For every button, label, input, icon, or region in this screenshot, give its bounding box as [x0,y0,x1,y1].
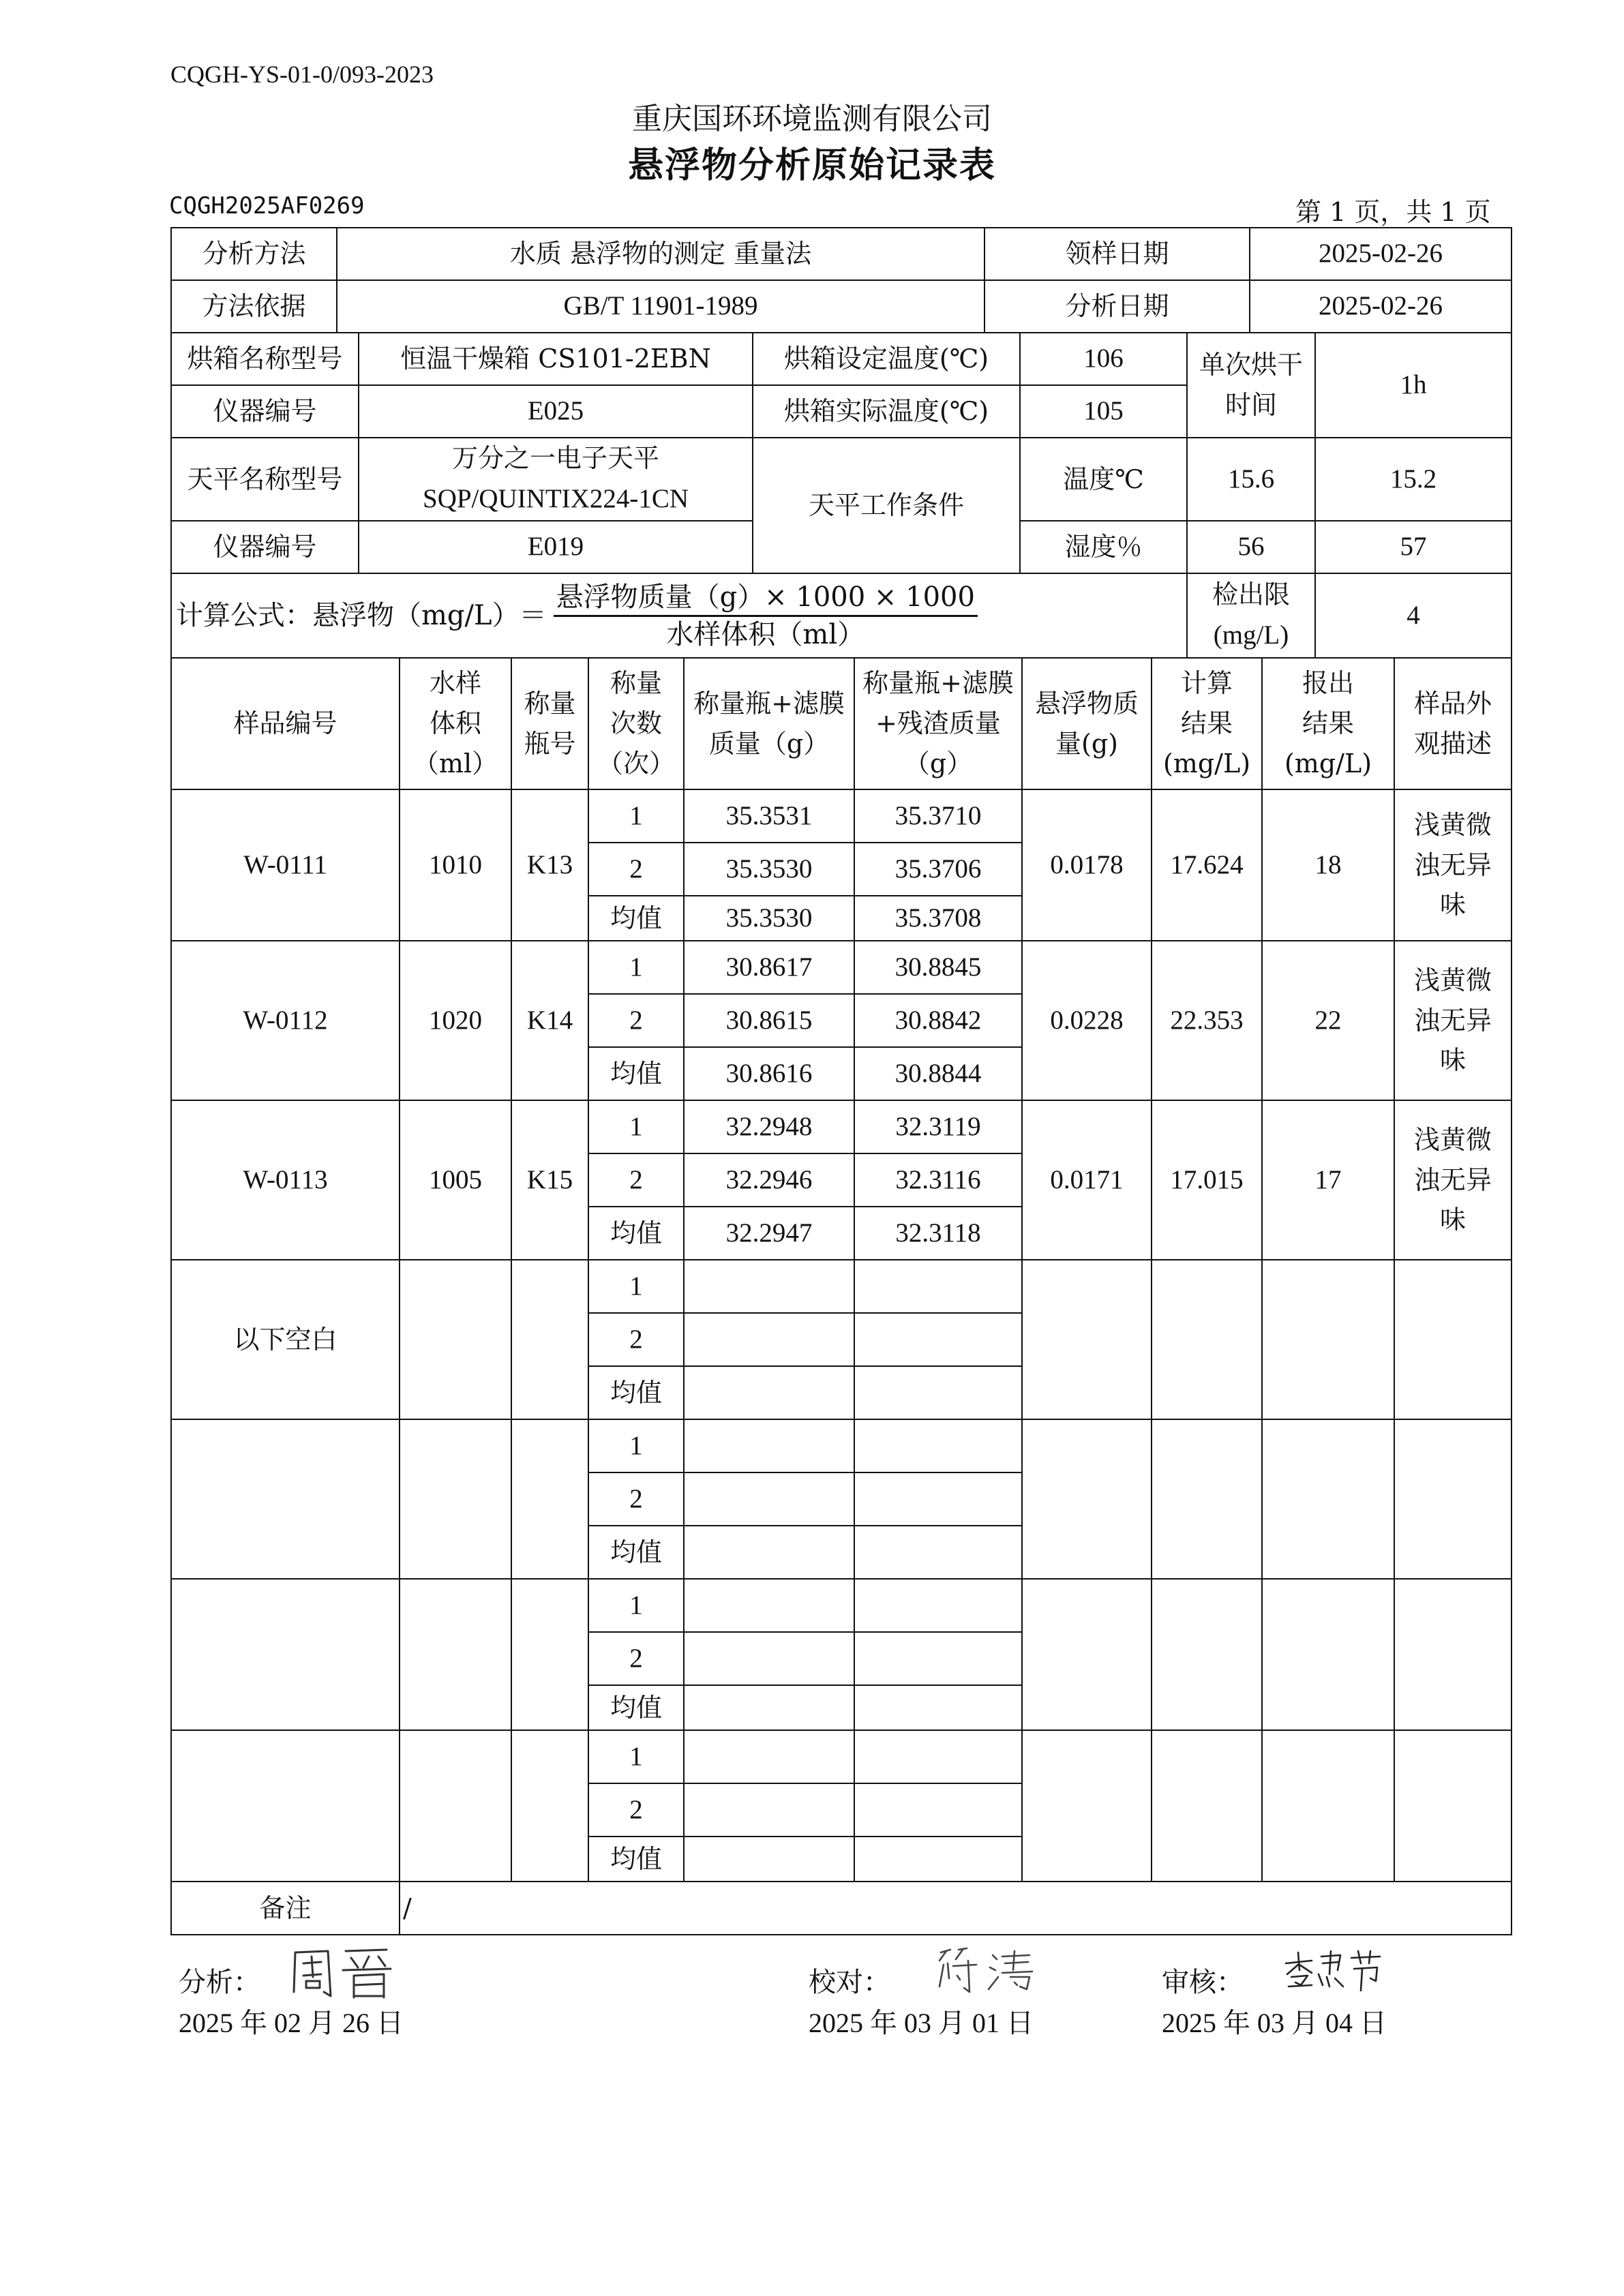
empty-cell [1394,1260,1512,1419]
tare-mass: 30.8616 [684,1047,854,1100]
humidity-label: 湿度％ [1020,521,1187,573]
col-calc-result [1152,658,1262,789]
info-table [170,227,1512,333]
sample-volume: 1020 [400,941,511,1100]
gross-mass: 35.3708 [854,896,1022,941]
balance-no-value: E019 [359,521,753,573]
analysis-date-label: 分析日期 [984,280,1250,333]
table-row [171,941,1512,994]
col-volume-line3: （ml） [412,748,498,779]
blank-label: 以下空白 [171,1260,400,1419]
equipment-table [170,332,1512,659]
document-code: CQGH-YS-01-0/093-2023 [170,61,434,88]
appearance-line2: 浊无异 [1413,1164,1492,1195]
empty-cell [854,1685,1022,1730]
dry-time-label [1187,333,1315,438]
empty-cell [854,1419,1022,1472]
empty-cell [1394,1419,1512,1579]
col-tare-line2: 质量（g） [708,728,830,759]
appearance-line3: 味 [1439,1205,1466,1235]
oven-model-value: 恒温干燥箱 CS101-2EBN [359,333,753,385]
oven-model-label: 烘箱名称型号 [171,333,359,385]
empty-cell [1152,1579,1262,1730]
basis-label: 方法依据 [171,280,337,333]
ss-mass: 0.0228 [1022,941,1152,1100]
tare-mass: 32.2947 [684,1207,854,1260]
ss-mass: 0.0178 [1022,789,1152,941]
run-number: 2 [588,1632,684,1685]
sample-id: W-0113 [171,1100,400,1260]
appearance-line2: 浊无异 [1413,849,1492,880]
appearance [1394,1100,1512,1260]
remarks-value: / [400,1882,1512,1935]
reviewer-label: 审核： [1162,1967,1244,1998]
col-times-line3: （次） [597,748,675,779]
empty-cell [171,1730,400,1882]
ss-mass: 0.0171 [1022,1100,1152,1260]
empty-cell [1394,1579,1512,1730]
empty-cell [400,1730,511,1882]
analyst-signature [283,1943,399,2002]
empty-cell [1152,1260,1262,1419]
analyst-label: 分析： [179,1967,260,1998]
receive-date-value: 2025-02-26 [1250,228,1512,280]
results-table [170,657,1512,1935]
empty-cell [684,1472,854,1526]
col-report-line1: 报出 [1302,668,1354,699]
run-number: 2 [588,1472,684,1526]
col-bottle-line2: 瓶号 [524,728,576,759]
col-calc-line2: 结果 [1180,708,1233,739]
sample-volume: 1005 [400,1100,511,1260]
empty-cell [511,1579,588,1730]
col-volume-line2: 体积 [429,708,481,739]
empty-cell [171,1419,400,1579]
empty-cell [171,1579,400,1730]
col-sample-no: 样品编号 [171,658,400,789]
dry-time-value: 1h [1315,333,1512,438]
empty-cell [854,1632,1022,1685]
tare-mass: 32.2946 [684,1153,854,1207]
col-report-line3: (mg/L) [1284,748,1372,779]
calc-result: 17.015 [1152,1100,1262,1260]
sample-bottle: K15 [511,1100,588,1260]
tare-mass: 32.2948 [684,1100,854,1153]
col-gross-line2: +残渣质量 [875,708,1001,739]
tare-mass: 35.3531 [684,789,854,843]
gross-mass: 32.3118 [854,1207,1022,1260]
report-result: 18 [1262,789,1394,941]
empty-cell [684,1526,854,1579]
run-number: 2 [588,1153,684,1207]
oven-no-label: 仪器编号 [171,385,359,438]
appearance [1394,789,1512,941]
col-calc-line3: (mg/L) [1162,748,1251,779]
run-number: 均值 [588,1366,684,1419]
run-number: 1 [588,789,684,843]
formula-prefix: 计算公式：悬浮物（mg/L）＝ [176,600,547,631]
checker-signature [934,1946,1036,1999]
run-number: 均值 [588,1207,684,1260]
empty-cell [400,1260,511,1419]
oven-set-temp-value: 106 [1020,333,1187,385]
dry-time-label-line1: 单次烘干 [1199,350,1303,380]
reviewer-signature-text: 李忠节 [1282,1947,1284,1948]
sample-bottle: K14 [511,941,588,1100]
calc-result: 22.353 [1152,941,1262,1100]
tare-mass: 35.3530 [684,896,854,941]
report-result: 22 [1262,941,1394,1100]
run-number: 1 [588,1260,684,1313]
col-tare-mass [684,658,854,789]
report-result: 17 [1262,1100,1394,1260]
gross-mass: 32.3116 [854,1153,1022,1207]
col-times-line2: 次数 [610,708,662,739]
oven-no-value: E025 [359,385,753,438]
temperature-value-1: 15.6 [1187,438,1315,521]
method-label: 分析方法 [171,228,337,280]
sample-id: W-0112 [171,941,400,1100]
analyst-date: 2025 年 02 月 26 日 [179,2008,404,2038]
empty-cell [684,1837,854,1882]
checker-date: 2025 年 03 月 01 日 [809,2008,1034,2038]
reviewer-signature [1282,1947,1384,1995]
method-value: 水质 悬浮物的测定 重量法 [337,228,984,280]
col-volume-line1: 水样 [429,668,481,699]
empty-cell [854,1366,1022,1419]
empty-cell [684,1313,854,1366]
balance-model-line1: 万分之一电子天平 [451,443,659,474]
gross-mass: 30.8845 [854,941,1022,994]
empty-cell [400,1419,511,1579]
run-number: 均值 [588,1837,684,1882]
empty-cell [684,1579,854,1632]
balance-model-value [359,438,753,521]
humidity-value-2: 57 [1315,521,1512,573]
oven-actual-temp-label: 烘箱实际温度(℃) [753,385,1020,438]
empty-cell [854,1783,1022,1837]
empty-cell [854,1472,1022,1526]
remarks-label: 备注 [171,1882,400,1935]
empty-cell [1262,1260,1394,1419]
table-row [171,1260,1512,1313]
empty-cell [1022,1579,1152,1730]
run-number: 均值 [588,896,684,941]
gross-mass: 35.3710 [854,789,1022,843]
humidity-value-1: 56 [1187,521,1315,573]
formula-cell [171,573,1187,658]
table-row [171,1100,1512,1153]
run-number: 均值 [588,1526,684,1579]
col-ss-mass-line1: 悬浮物质 [1034,688,1139,719]
page-title: 悬浮物分析原始记录表 [627,145,996,186]
col-report-result [1262,658,1394,789]
table-row [171,1419,1512,1472]
tare-mass: 35.3530 [684,843,854,896]
appearance [1394,941,1512,1100]
col-appearance-line1: 样品外 [1413,688,1492,719]
balance-no-label: 仪器编号 [171,521,359,573]
sample-id: W-0111 [171,789,400,941]
appearance-line1: 浅黄微 [1413,1124,1492,1155]
run-number: 2 [588,843,684,896]
col-gross-mass [854,658,1022,789]
empty-cell [854,1260,1022,1313]
appearance-line3: 味 [1439,1045,1466,1076]
sample-volume: 1010 [400,789,511,941]
checker-label: 校对： [809,1967,890,1998]
detection-limit-label [1187,573,1315,658]
temperature-label: 温度℃ [1020,438,1187,521]
table-row [171,1730,1512,1783]
col-ss-mass [1022,658,1152,789]
col-appearance-line2: 观描述 [1413,728,1492,759]
run-number: 1 [588,941,684,994]
empty-cell [511,1730,588,1882]
record-number: CQGH2025AF0269 [169,192,365,220]
empty-cell [1394,1730,1512,1882]
col-times [588,658,684,789]
empty-cell [684,1632,854,1685]
detection-limit-label-line1: 检出限 [1212,579,1290,610]
sample-bottle: K13 [511,789,588,941]
gross-mass: 32.3119 [854,1100,1022,1153]
analyst-signature-text: 周晋 [283,1943,284,1944]
company-name: 重庆国环环境监测有限公司 [632,102,992,136]
empty-cell [684,1783,854,1837]
formula [176,581,978,651]
temperature-value-2: 15.2 [1315,438,1512,521]
empty-cell [854,1730,1022,1783]
results-header-row [171,658,1512,789]
col-gross-line1: 称量瓶+滤膜 [862,668,1014,699]
balance-model-label: 天平名称型号 [171,438,359,521]
empty-cell [854,1579,1022,1632]
run-number: 2 [588,994,684,1047]
empty-cell [854,1313,1022,1366]
empty-cell [511,1260,588,1419]
empty-cell [1022,1730,1152,1882]
empty-cell [684,1419,854,1472]
oven-set-temp-label: 烘箱设定温度(℃) [753,333,1020,385]
empty-cell [684,1366,854,1419]
empty-cell [1022,1260,1152,1419]
run-number: 1 [588,1419,684,1472]
receive-date-label: 领样日期 [984,228,1250,280]
balance-conditions-label: 天平工作条件 [753,438,1020,573]
run-number: 均值 [588,1685,684,1730]
table-row [171,789,1512,843]
gross-mass: 30.8844 [854,1047,1022,1100]
gross-mass: 35.3706 [854,843,1022,896]
run-number: 2 [588,1783,684,1837]
empty-cell [400,1579,511,1730]
formula-numerator: 悬浮物质量（g）× 1000 × 1000 [554,581,978,617]
analysis-date-value: 2025-02-26 [1250,280,1512,333]
col-calc-line1: 计算 [1180,668,1233,699]
col-ss-mass-line2: 量(g) [1055,728,1118,759]
empty-cell [1152,1730,1262,1882]
empty-cell [1022,1419,1152,1579]
run-number: 均值 [588,1047,684,1100]
col-volume [400,658,511,789]
appearance-line3: 味 [1439,890,1466,920]
col-appearance [1394,658,1512,789]
empty-cell [1262,1730,1394,1882]
reviewer-date: 2025 年 03 月 04 日 [1162,2008,1387,2038]
formula-fraction [554,581,978,651]
col-bottle [511,658,588,789]
appearance-line1: 浅黄微 [1413,809,1492,840]
remarks-row [171,1882,1512,1935]
tare-mass: 30.8617 [684,941,854,994]
col-times-line1: 称量 [610,668,662,699]
empty-cell [1262,1579,1394,1730]
detection-limit-label-line2: (mg/L) [1213,620,1289,650]
detection-limit-value: 4 [1315,573,1512,658]
empty-cell [684,1685,854,1730]
empty-cell [854,1837,1022,1882]
run-number: 2 [588,1313,684,1366]
empty-cell [684,1260,854,1313]
empty-cell [854,1526,1022,1579]
oven-actual-temp-value: 105 [1020,385,1187,438]
col-report-line2: 结果 [1302,708,1354,739]
basis-value: GB/T 11901-1989 [337,280,984,333]
col-tare-line1: 称量瓶+滤膜 [693,688,845,719]
col-bottle-line1: 称量 [524,688,576,719]
run-number: 1 [588,1730,684,1783]
tare-mass: 30.8615 [684,994,854,1047]
empty-cell [511,1419,588,1579]
empty-cell [1262,1419,1394,1579]
appearance-line2: 浊无异 [1413,1005,1492,1036]
formula-denominator: 水样体积（ml） [666,618,865,650]
empty-cell [1152,1419,1262,1579]
table-row [171,1579,1512,1632]
empty-cell [684,1730,854,1783]
balance-model-line2: SQP/QUINTIX224-1CN [423,484,689,514]
run-number: 1 [588,1579,684,1632]
page-info: 第 1 页，共 1 页 [1295,197,1491,227]
col-gross-line3: （g） [903,748,973,779]
gross-mass: 30.8842 [854,994,1022,1047]
appearance-line1: 浅黄微 [1413,965,1492,995]
run-number: 1 [588,1100,684,1153]
dry-time-label-line2: 时间 [1224,390,1277,420]
calc-result: 17.624 [1152,789,1262,941]
